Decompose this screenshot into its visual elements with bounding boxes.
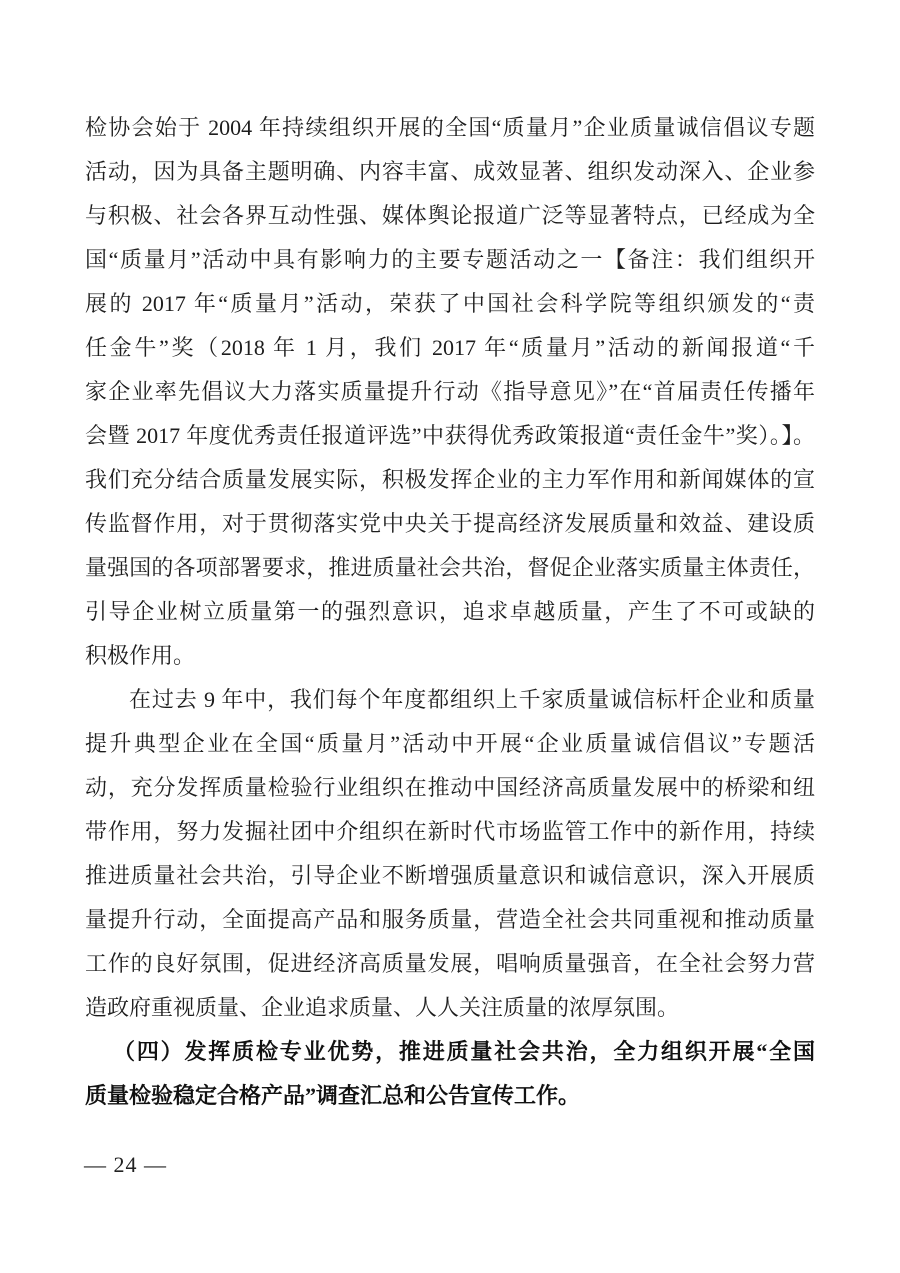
paragraph-start-line: 在过去 9 年中，我们每个年度都组织上千家质量诚信标杆企业和质量 (129, 687, 815, 712)
text-line: 传监督作用，对于贯彻落实党中央关于提高经济发展质量和效益、建设质 (85, 511, 815, 536)
text-line: 引导企业树立质量第一的强烈意识，追求卓越质量，产生了不可或缺的 (85, 599, 815, 624)
text-line: 家企业率先倡议大力落实质量提升行动《指导意见》”在“首届责任传播年 (85, 379, 815, 404)
section-heading-line: 质量检验稳定合格产品”调查汇总和公告宣传工作。 (85, 1083, 581, 1108)
text-line: 活动，因为具备主题明确、内容丰富、成效显著、组织发动深入、企业参 (85, 159, 815, 184)
text-body (85, 106, 815, 1118)
text-line: 国“质量月”活动中具有影响力的主要专题活动之一【备注：我们组织开 (85, 247, 815, 272)
text-line: 与积极、社会各界互动性强、媒体舆论报道广泛等显著特点，已经成为全 (85, 203, 815, 228)
text-line: 量强国的各项部署要求，推进质量社会共治，督促企业落实质量主体责任， (85, 555, 815, 580)
text-line: 我们充分结合质量发展实际，积极发挥企业的主力军作用和新闻媒体的宣 (85, 467, 815, 492)
text-line: 推进质量社会共治，引导企业不断增强质量意识和诚信意识，深入开展质 (85, 863, 815, 888)
text-line: 工作的良好氛围，促进经济高质量发展，唱响质量强音，在全社会努力营 (85, 951, 815, 976)
section-heading-line: （四）发挥质检专业优势，推进质量社会共治，全力组织开展“全国 (113, 1039, 815, 1064)
text-line: 量提升行动，全面提高产品和服务质量，营造全社会共同重视和推动质量 (85, 907, 815, 932)
page-number: — 24 — (84, 1152, 167, 1177)
text-line: 提升典型企业在全国“质量月”活动中开展“企业质量诚信倡议”专题活 (85, 731, 815, 756)
paragraph-end-line: 积极作用。 (85, 643, 196, 668)
text-line: 任金牛”奖（2018 年 1 月，我们 2017 年“质量月”活动的新闻报道“千 (85, 335, 815, 360)
text-line: 展的 2017 年“质量月”活动，荣获了中国社会科学院等组织颁发的“责 (85, 291, 815, 316)
text-line: 会暨 2017 年度优秀责任报道评选”中获得优秀政策报道“责任金牛”奖）。】。 (85, 423, 815, 448)
text-line: 动，充分发挥质量检验行业组织在推动中国经济高质量发展中的桥梁和纽 (85, 775, 815, 800)
paragraph-end-line: 造政府重视质量、企业追求质量、人人关注质量的浓厚氛围。 (85, 995, 680, 1020)
text-line: 检协会始于 2004 年持续组织开展的全国“质量月”企业质量诚信倡议专题 (85, 115, 815, 140)
text-line: 带作用，努力发掘社团中介组织在新时代市场监管工作中的新作用，持续 (85, 819, 815, 844)
